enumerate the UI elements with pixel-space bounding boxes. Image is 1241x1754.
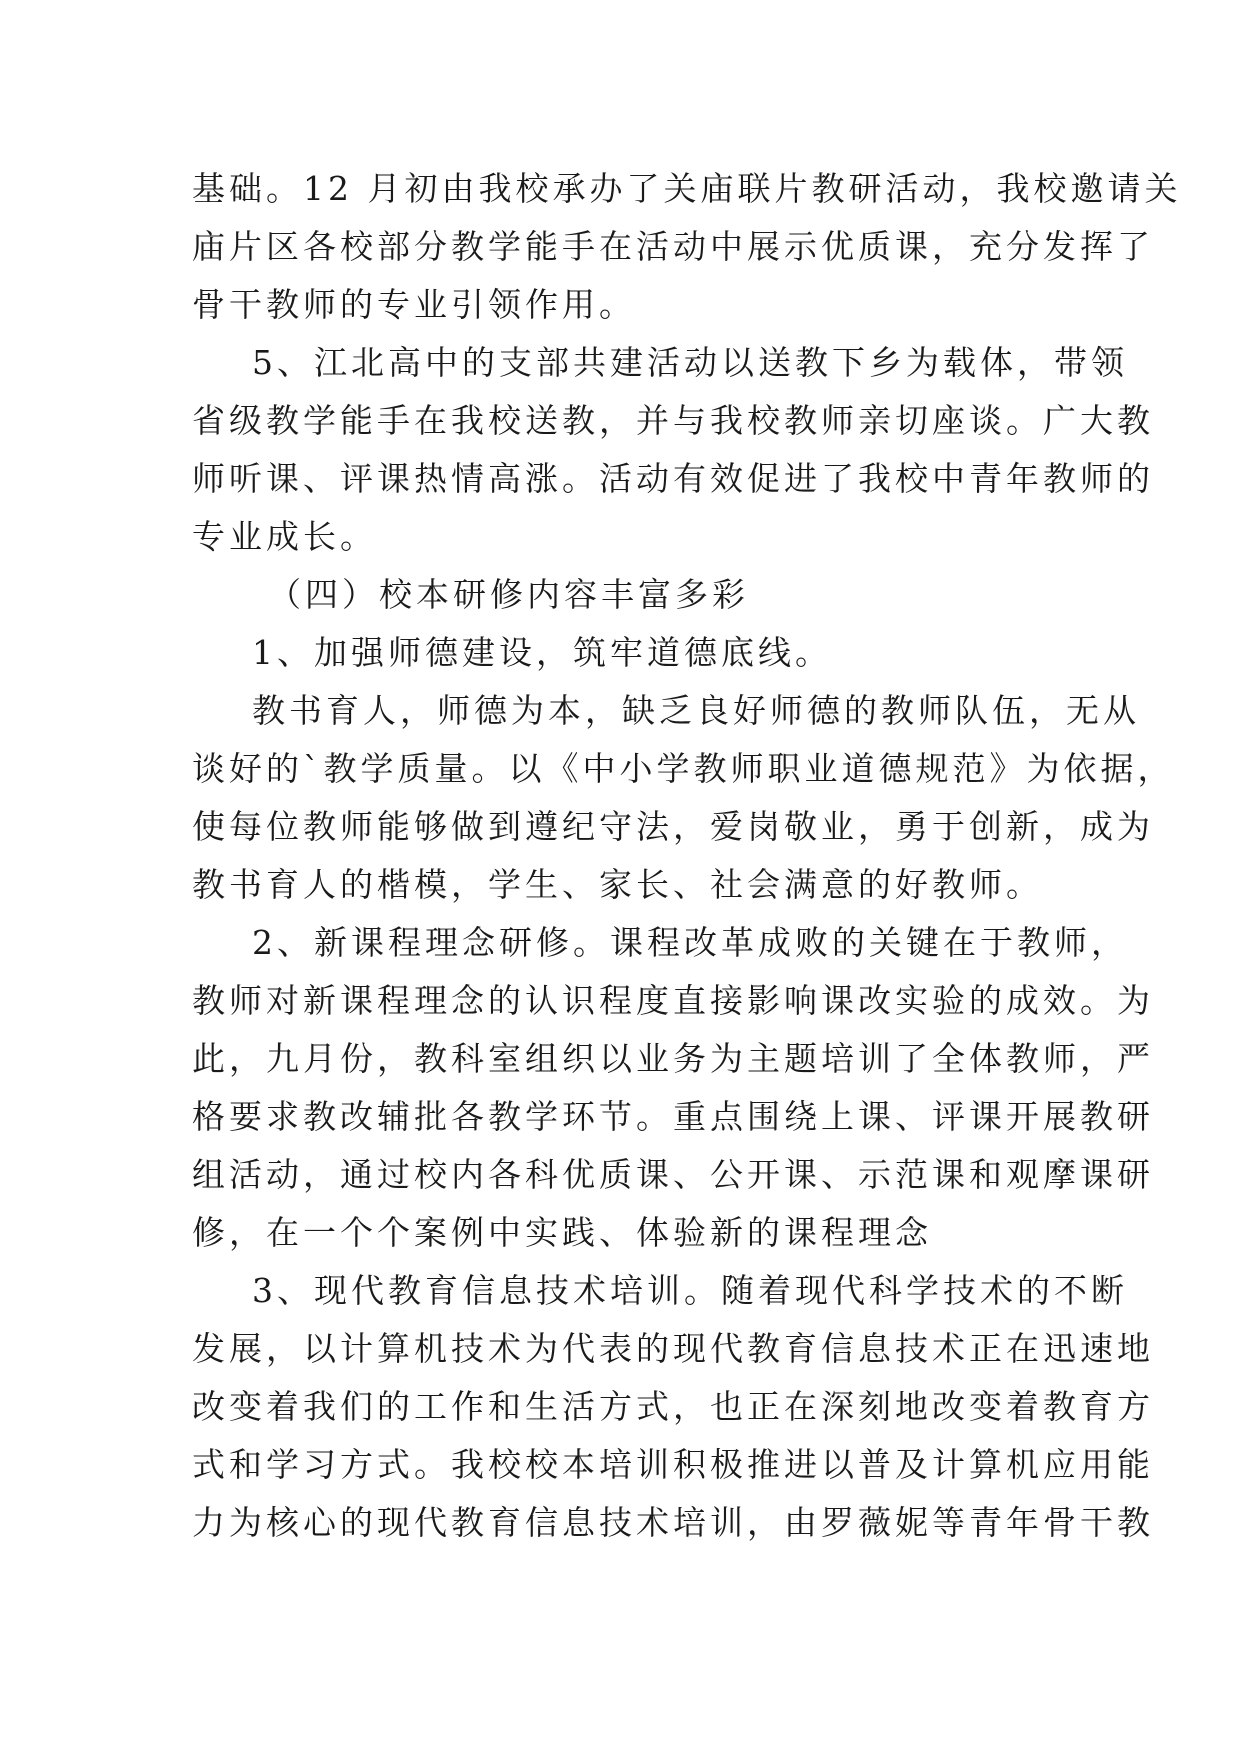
text-line: 骨干教师的专业引领作用。	[192, 285, 636, 324]
text-line: 力为核心的现代教育信息技术培训，由罗薇妮等青年骨干教	[192, 1503, 1154, 1542]
text-line: 庙片区各校部分教学能手在活动中展示优质课，充分发挥了	[192, 227, 1154, 266]
paragraph-start-line: 5、江北高中的支部共建活动以送教下乡为载体，带领	[252, 343, 1128, 382]
text-line: 师听课、评课热情高涨。活动有效促进了我校中青年教师的	[192, 459, 1154, 498]
text-line: 改变着我们的工作和生活方式，也正在深刻地改变着教育方	[192, 1387, 1154, 1426]
text-line: 基础。12 月初由我校承办了关庙联片教研活动，我校邀请关	[192, 169, 1182, 208]
paragraph-start-line: 教书育人，师德为本，缺乏良好师德的教师队伍，无从	[252, 691, 1140, 730]
text-line: 此，九月份，教科室组织以业务为主题培训了全体教师，严	[192, 1039, 1154, 1078]
document-body	[192, 160, 1182, 1552]
text-line: 修，在一个个案例中实践、体验新的课程理念	[192, 1213, 932, 1252]
text-line: 组活动，通过校内各科优质课、公开课、示范课和观摩课研	[192, 1155, 1154, 1194]
text-line: 格要求教改辅批各教学环节。重点围绕上课、评课开展教研	[192, 1097, 1154, 1136]
text-line: 使每位教师能够做到遵纪守法，爱岗敬业，勇于创新，成为	[192, 807, 1154, 846]
text-line: 式和学习方式。我校校本培训积极推进以普及计算机应用能	[192, 1445, 1154, 1484]
subsection-heading: 1、加强师德建设，筑牢道德底线。	[252, 633, 832, 672]
text-line: 省级教学能手在我校送教，并与我校教师亲切座谈。广大教	[192, 401, 1154, 440]
text-line: 教师对新课程理念的认识程度直接影响课改实验的成效。为	[192, 981, 1154, 1020]
text-line: 发展，以计算机技术为代表的现代教育信息技术正在迅速地	[192, 1329, 1154, 1368]
text-line: 谈好的`教学质量。以《中小学教师职业道德规范》为依据，	[192, 749, 1175, 788]
paragraph-start-line: 3、现代教育信息技术培训。随着现代科学技术的不断	[252, 1271, 1128, 1310]
section-heading: （四）校本研修内容丰富多彩	[268, 575, 749, 614]
text-line: 教书育人的楷模，学生、家长、社会满意的好教师。	[192, 865, 1043, 904]
text-line: 专业成长。	[192, 517, 377, 556]
paragraph-start-line: 2、新课程理念研修。课程改革成败的关键在于教师，	[252, 923, 1128, 962]
